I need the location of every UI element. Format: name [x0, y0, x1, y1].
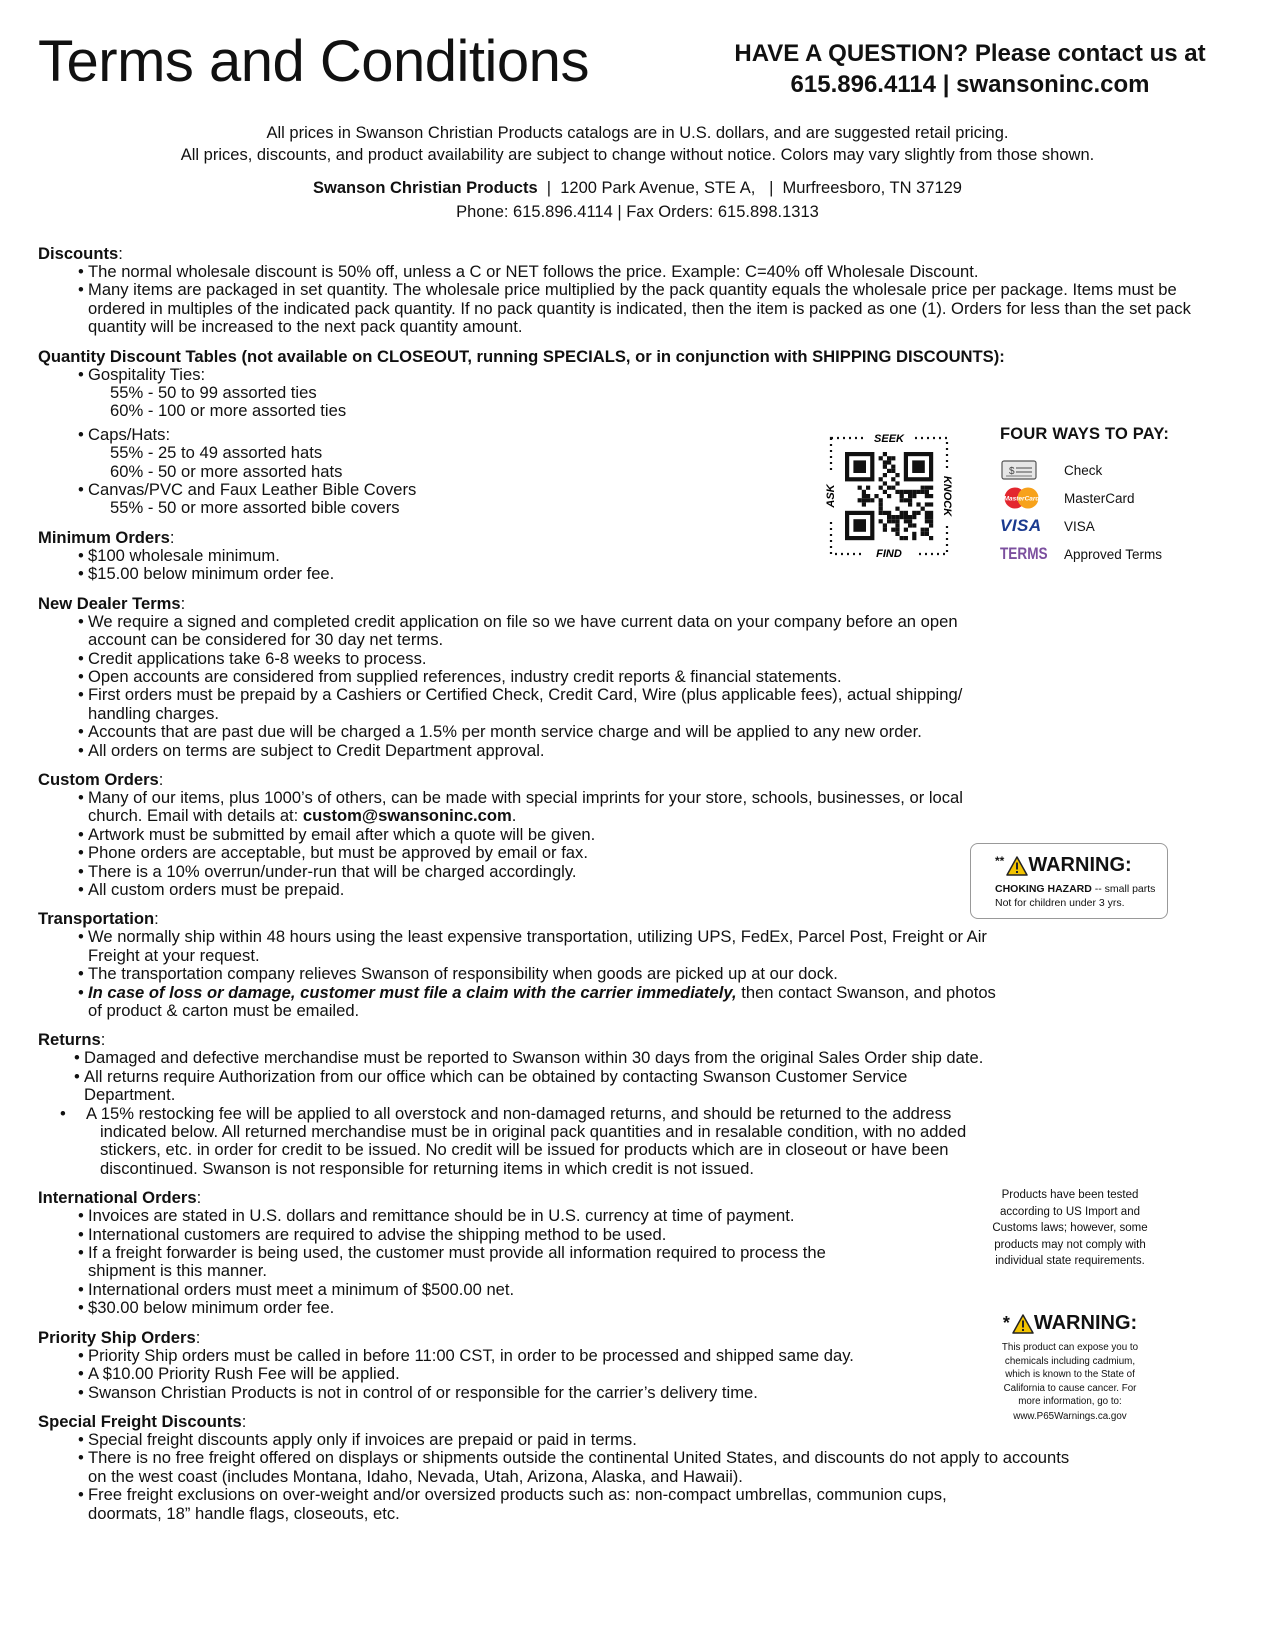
list-item: • The normal wholesale discount is 50% off, unless a C or NET follows the price. Example: C=40% off Wholesale Discount.	[78, 263, 1218, 281]
section-heading: Priority Ship Orders:	[38, 1327, 201, 1347]
svg-text:$: $	[1009, 466, 1015, 477]
section-heading: International Orders:	[38, 1188, 202, 1208]
list-item: • International customers are required to advise the shipping method to be used.	[78, 1226, 858, 1244]
payment-title: FOUR WAYS TO PAY:	[1000, 425, 1170, 443]
list-item: • We require a signed and completed credit application on file so we have current data on your company before an open account can be considered for 30 day net terms.	[78, 613, 998, 650]
section-new-dealer-terms	[38, 594, 1218, 760]
choking-hazard-warning	[970, 843, 1168, 919]
list-item: • Phone orders are acceptable, but must be approved by email or fax.	[78, 844, 998, 862]
tier-line: 60% - 100 or more assorted ties	[110, 401, 347, 421]
warning-heading: * WARNING:	[1002, 1312, 1138, 1334]
qr-label-right: KNOCK	[941, 475, 953, 517]
list-item: • Many items are packaged in set quantity. The wholesale price multiplied by the pack quantity equals the wholesale price per package. Items must be ordered in multiples of the indicated pack quantity. If no pack quantity is indicated, then the item is packed as one (1). Orders for less than the set pack quantity will be increased to the next pack quantity amount.	[78, 281, 1218, 336]
payment-label: Approved Terms	[1064, 546, 1163, 562]
warning-triangle-icon	[1006, 856, 1028, 876]
visa-logo: VISA	[1000, 516, 1042, 535]
warning-heading: ** WARNING:	[995, 854, 1132, 876]
list-item: • Open accounts are considered from supplied references, industry credit reports & financial statements.	[78, 668, 998, 686]
prop65-link[interactable]: www.P65Warnings.ca.gov	[1013, 1410, 1127, 1422]
list-item: • Special freight discounts apply only if invoices are prepaid or paid in terms.	[78, 1431, 1078, 1449]
terms-logo: TERMS	[1000, 544, 1048, 563]
warning-text: CHOKING HAZARD -- small parts	[995, 883, 1156, 895]
pricing-notice-line: All prices in Swanson Christian Products catalogs are in U.S. dollars, and are suggested retail pricing.	[266, 124, 1009, 142]
qr-label-left: ASK	[825, 484, 837, 508]
pricing-notice-line: All prices, discounts, and product availability are subject to change without notice. Colors may vary slightly from those shown.	[180, 146, 1095, 164]
list-item: • If a freight forwarder is being used, the customer must provide all information required to process the shipment is this manner.	[78, 1244, 858, 1281]
list-item: • All custom orders must be prepaid.	[78, 881, 998, 899]
list-item: • Damaged and defective merchandise must be reported to Swanson within 30 days from the original Sales Order ship date.	[74, 1049, 994, 1067]
list-item: • All orders on terms are subject to Credit Department approval.	[78, 742, 998, 760]
payment-label: VISA	[1064, 518, 1095, 534]
qr-modules	[845, 452, 933, 540]
list-item: • Priority Ship orders must be called in before 11:00 CST, in order to be processed and shipped same day.	[78, 1347, 998, 1365]
contact-header	[700, 38, 1240, 100]
company-address	[0, 176, 1275, 224]
section-heading: Minimum Orders:	[38, 527, 175, 547]
section-heading: Transportation:	[38, 909, 159, 929]
payment-label: Check	[1064, 462, 1103, 478]
contact-question: HAVE A QUESTION? Please contact us at	[734, 40, 1206, 67]
compliance-note: Products have been tested according to US Import and Customs laws; however, some products may not comply with individual state requirements.	[992, 1189, 1148, 1267]
list-item: • In case of loss or damage, customer must file a claim with the carrier immediately, then contact Swanson, and photos of product & carton must be emailed.	[78, 984, 998, 1021]
tier-line: 60% - 50 or more assorted hats	[110, 461, 343, 481]
contact-phone-web[interactable]: 615.896.4114 | swansoninc.com	[790, 71, 1150, 98]
list-item: • First orders must be prepaid by a Cashiers or Certified Check, Credit Card, Wire (plus applicable fees), actual shipping/ handling charges.	[78, 686, 998, 723]
list-item: • Swanson Christian Products is not in control of or responsible for the carrier’s delivery time.	[78, 1384, 998, 1402]
payment-visa	[1000, 512, 1220, 540]
list-item: • International orders must meet a minimum of $500.00 net.	[78, 1281, 858, 1299]
payment-label: MasterCard	[1064, 490, 1135, 506]
section-transportation	[38, 909, 1218, 1020]
list-item: • Accounts that are past due will be charged a 1.5% per month service charge and will be applied to any new order.	[78, 723, 998, 741]
list-item: • A $10.00 Priority Rush Fee will be applied.	[78, 1365, 998, 1383]
phone-fax-line: Phone: 615.896.4114 | Fax Orders: 615.898.1313	[456, 203, 819, 221]
section-discounts	[38, 244, 1218, 337]
payment-mastercard	[1000, 484, 1220, 512]
section-heading: Special Freight Discounts:	[38, 1411, 247, 1431]
custom-email-link[interactable]: custom@swansoninc.com	[302, 806, 512, 826]
list-item: • Gospitality Ties: 55% - 50 to 99 assorted ties 60% - 100 or more assorted ties	[78, 366, 1218, 421]
warning-text: This product can expose you to chemicals including cadmium, which is known to the State of California to cause cancer. For more information, go to:	[1001, 1342, 1139, 1407]
payment-terms	[1000, 540, 1220, 568]
tier-line: 55% - 25 to 49 assorted hats	[110, 443, 323, 463]
list-item: • We normally ship within 48 hours using the least expensive transportation, utilizing UPS, FedEx, Parcel Post, Freight or Air Freight at your request.	[78, 928, 998, 965]
address-line	[0, 176, 1275, 200]
qr-label-bottom: FIND	[876, 548, 902, 560]
company-name: Swanson Christian Products	[313, 179, 538, 197]
list-item: • There is a 10% overrun/under-run that will be charged accordingly.	[78, 863, 998, 881]
warning-text: Not for children under 3 yrs.	[995, 897, 1125, 909]
list-item: • Invoices are stated in U.S. dollars and remittance should be in U.S. currency at time of payment.	[78, 1207, 858, 1225]
list-item: • Many of our items, plus 1000’s of others, can be made with special imprints for your store, schools, businesses, or local church. Email with details at: custom@swansoninc.com.	[78, 789, 998, 826]
list-item: • All returns require Authorization from our office which can be obtained by contacting Swanson Customer Service Department.	[74, 1068, 994, 1105]
address-text: | 1200 Park Avenue, STE A, | Murfreesboro, TN 37129	[537, 179, 962, 197]
list-item: • Credit applications take 6-8 weeks to process.	[78, 650, 998, 668]
list-item: • A 15% restocking fee will be applied to all overstock and non-damaged returns, and should be returned to the address indicated below. All returned merchandise must be in original pack quantities and in resalable condition, with no added stickers, etc. in order for credit to be issued. No credit will be issued for products which are in closeout or have been discontinued. Swanson is not responsible for returning items in which credit is not issued.	[74, 1105, 994, 1179]
list-item: • $100 wholesale minimum.	[78, 547, 1218, 565]
check-icon	[1000, 459, 1046, 481]
tier-line: 55% - 50 to 99 assorted ties	[110, 383, 317, 403]
page-title: Terms and Conditions	[38, 29, 589, 94]
list-item: • Caps/Hats: 55% - 25 to 49 assorted hats 60% - 50 or more assorted hats	[78, 426, 1218, 481]
qr-code[interactable]	[825, 432, 953, 560]
list-item: • The transportation company relieves Swanson of responsibility when goods are picked up at our dock.	[78, 965, 998, 983]
mastercard-logo	[1000, 487, 1046, 509]
section-heading: Discounts:	[38, 244, 123, 263]
list-item: • $15.00 below minimum order fee.	[78, 565, 1218, 583]
payment-check	[1000, 456, 1220, 484]
section-heading: Returns:	[38, 1030, 106, 1050]
prop65-warning	[1000, 1312, 1140, 1422]
payment-methods	[1000, 425, 1220, 568]
section-heading: New Dealer Terms:	[38, 593, 186, 613]
qr-label-top: SEEK	[874, 433, 904, 445]
warning-triangle-icon	[1012, 1314, 1034, 1334]
section-returns	[38, 1030, 1218, 1178]
section-heading: Custom Orders:	[38, 769, 164, 789]
list-item: • Free freight exclusions on over-weight and/or oversized products such as: non-compact umbrellas, communion cups, doormats, 18” handle flags, closeouts, etc.	[78, 1486, 968, 1523]
list-item: • $30.00 below minimum order fee.	[78, 1299, 858, 1317]
section-special-freight	[38, 1412, 1218, 1523]
pricing-notice	[0, 122, 1275, 166]
qr-code-graphic	[825, 432, 953, 560]
list-item: • There is no free freight offered on displays or shipments outside the continental United States, and discounts do not apply to accounts on the west coast (includes Montana, Idaho, Nevada, Utah, Arizona, Alaska, and Hawaii).	[78, 1449, 1078, 1486]
list-item: • Canvas/PVC and Faux Leather Bible Covers 55% - 50 or more assorted bible covers	[78, 481, 1218, 518]
section-heading: Quantity Discount Tables (not available on CLOSEOUT, running SPECIALS, or in conjunction with SHIPPING DISCOUNTS):	[38, 346, 1005, 366]
tier-line: 55% - 50 or more assorted bible covers	[110, 498, 400, 518]
svg-text:MasterCard: MasterCard	[1003, 495, 1040, 503]
list-item: • Artwork must be submitted by email after which a quote will be given.	[78, 826, 998, 844]
